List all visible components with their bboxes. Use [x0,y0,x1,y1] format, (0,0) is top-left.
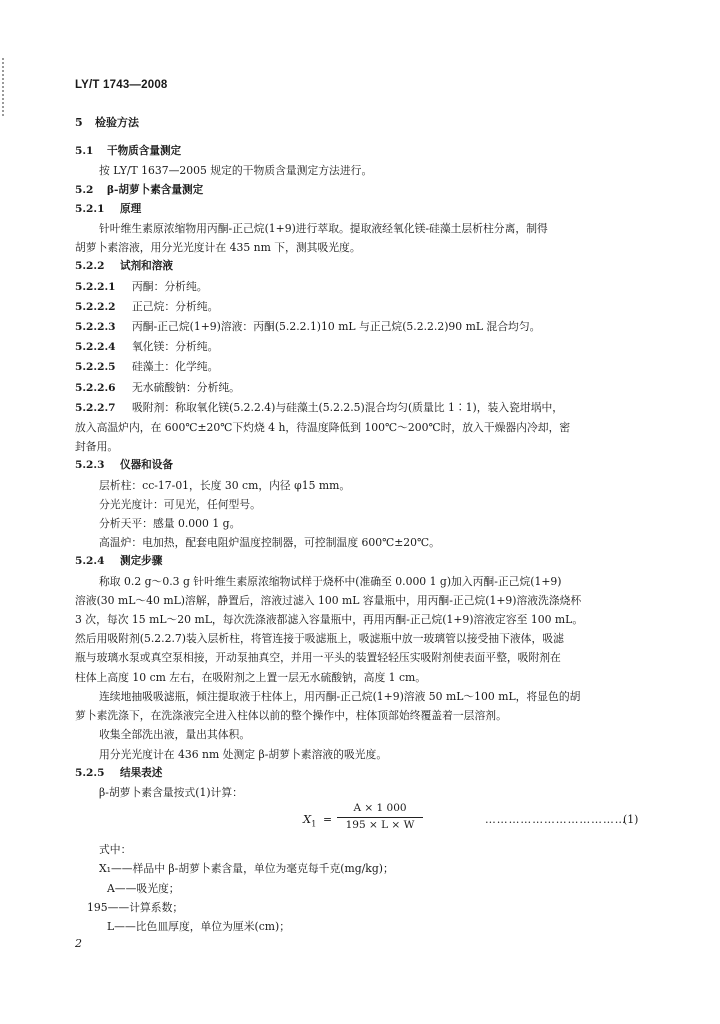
item-number: 5.2.2.3 [75,321,116,334]
item-number: 5.2.2.1 [75,280,116,293]
formula-fraction [337,801,423,833]
reagent-item [75,297,635,317]
section-title: 试剂和溶液 [120,260,173,273]
item-text: 正己烷：分析纯。 [132,299,219,313]
page-number: 2 [75,937,82,950]
item-text: 吸附剂：称取氧化镁(5.2.2.4)与硅藻土(5.2.2.5)混合均匀(质量比 1∶1)，装入瓷坩埚中， [132,400,564,414]
item-text: 硅藻土：化学纯。 [132,360,219,374]
section-5-1-body: 按 LY/T 1637—2005 规定的干物质含量测定方法进行。 [99,164,373,178]
variable-definition: A——吸光度； [107,881,180,895]
leader-dots: ……………………………… [485,813,627,827]
reagent-item [75,357,635,377]
section-number: 5.1 [75,145,94,158]
formula-number: (1) [623,813,639,827]
formula-lhs-symbol: X [303,812,312,827]
paragraph-line: 针叶维生素原浓缩物用丙酮-正己烷(1+9)进行萃取。提取液经氧化镁-硅藻土层析柱分离，制得 [99,222,548,236]
section-5-heading [75,113,635,132]
section-title: 原理 [120,202,142,215]
section-number: 5.2.2 [75,260,105,273]
standard-code-header: LY/T 1743—2008 [75,79,168,91]
paragraph-line: 称取 0.2 g～0.3 g 针叶维生素原浓缩物试样于烧杯中(准确至 0.000 1 g)加入丙酮-正己烷(1+9) [99,574,562,588]
paragraph-line: 胡萝卜素溶液，用分光光度计在 435 nm 下，测其吸光度。 [75,241,361,255]
item-number: 5.2.2.7 [75,401,116,414]
formula-denominator: 195 × L × W [345,819,415,832]
section-number: 5 [75,116,83,129]
reagent-item [75,317,635,337]
section-title: β-胡萝卜素含量测定 [107,183,204,196]
equipment-item: 分光光度计：可见光，任何型号。 [99,497,261,511]
formula-lhs-subscript: 1 [311,819,317,829]
item-number: 5.2.2.4 [75,341,116,354]
section-title: 结果表述 [120,766,163,779]
section-number: 5.2.4 [75,555,105,568]
reagent-item [75,378,635,398]
section-title: 仪器和设备 [120,459,173,472]
section-5-2-3-heading [75,456,635,475]
paragraph-line: 封备用。 [75,440,119,454]
paragraph-line: 用分光光度计在 436 nm 处测定 β-胡萝卜素溶液的吸光度。 [99,747,388,761]
paragraph-line: 柱体上高度 10 cm 左右，在吸附剂之上置一层无水硫酸钠，高度 1 cm。 [75,670,427,684]
paragraph-line: 3 次，每次 15 mL～20 mL，每次洗涤液都滤入容量瓶中，再用丙酮-正己烷(1+9)溶液定容至 100 mL。 [75,613,584,627]
reagent-item [75,398,635,418]
paragraph-line: 然后用吸附剂(5.2.2.7)装入层析柱，将管连接于吸滤瓶上，吸滤瓶中放一玻璃管以接受抽下液体，吸滤 [75,632,564,646]
variable-definition: X₁——样品中 β-胡萝卜素含量，单位为毫克每千克(mg/kg)； [99,862,394,876]
item-text: 丙酮-正己烷(1+9)溶液：丙酮(5.2.2.1)10 mL 与正己烷(5.2.2.2)90 mL 混合均匀。 [132,320,541,334]
section-number: 5.2.1 [75,202,105,215]
paragraph-line: 放入高温炉内，在 600℃±20℃下灼烧 4 h，待温度降低到 100℃～200℃时，放入干燥器内冷却，密 [75,421,571,435]
item-number: 5.2.2.5 [75,361,116,374]
reagent-item [75,337,635,357]
equipment-item: 高温炉：电加热，配套电阻炉温度控制器，可控制温度 600℃±20℃。 [99,536,440,550]
section-title: 检验方法 [95,116,139,129]
section-5-2-4-heading [75,552,635,571]
paragraph-line: 萝卜素洗涤下，在洗涤液完全进入柱体以前的整个操作中，柱体顶部始终覆盖着一层溶剂。 [75,709,507,723]
paragraph-line: 连续地抽吸吸滤瓶，倾注提取液于柱体上，用丙酮-正己烷(1+9)溶液 50 mL～100 mL，将显色的胡 [99,689,581,703]
item-number: 5.2.2.2 [75,300,116,313]
paragraph-line: 瓶与玻璃水泵或真空泵相接，开动泵抽真空，并用一平头的装置轻轻压实吸附剂使表面平整，吸附剂在 [75,651,561,665]
binding-margin-mark [2,58,6,116]
item-text: 无水硫酸钠：分析纯。 [132,380,240,394]
equals-sign: = [323,813,333,827]
section-5-2-5-heading [75,764,635,783]
item-number: 5.2.2.6 [75,381,116,394]
variable-definition: L——比色皿厚度，单位为厘米(cm)； [107,919,291,933]
section-title: 测定步骤 [120,555,163,568]
equipment-item: 层析柱：cc-17-01，长度 30 cm，内径 φ15 mm。 [99,478,351,492]
section-number: 5.2.3 [75,459,105,472]
section-title: 干物质含量测定 [107,145,182,158]
section-number: 5.2.5 [75,766,105,779]
where-label: 式中： [99,843,132,857]
variable-definition: 195——计算系数； [87,900,184,914]
paragraph-line: 溶液(30 mL～40 mL)溶解，静置后，溶液过滤入 100 mL 容量瓶中，用丙酮-正己烷(1+9)溶液洗涤烧杯 [75,593,582,607]
section-5-1-heading [75,142,635,161]
formula-numerator: A × 1 000 [337,801,423,818]
document-body [75,113,639,936]
equipment-item: 分析天平：感量 0.000 1 g。 [99,517,241,531]
formula-intro: β-胡萝卜素含量按式(1)计算： [99,785,243,799]
item-text: 丙酮：分析纯。 [132,279,208,293]
item-text: 氧化镁：分析纯。 [132,340,219,354]
section-5-2-2-heading [75,257,635,276]
reagent-item [75,277,635,297]
section-number: 5.2 [75,183,94,196]
formula-1 [75,802,639,838]
section-5-2-1-heading [75,200,635,219]
formula-lhs [303,810,316,834]
paragraph-line: 收集全部洗出液，量出其体积。 [99,728,251,742]
section-5-2-heading [75,181,635,200]
